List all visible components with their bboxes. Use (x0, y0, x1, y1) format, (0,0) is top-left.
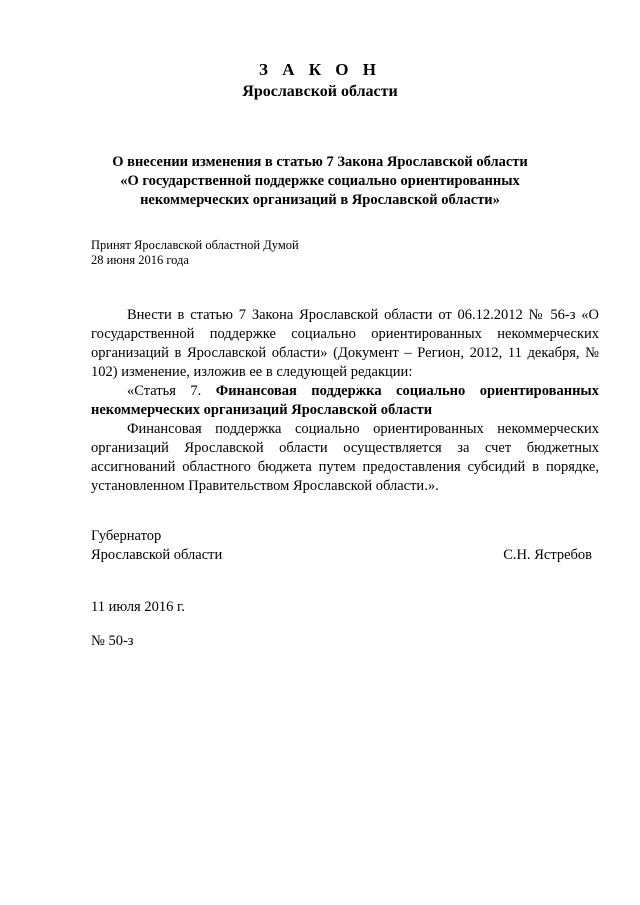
body-paragraph: Внести в статью 7 Закона Ярославской области от 06.12.2012 № 56-з «О государственной поддержке социально ориентированных некоммерческих организаций в Ярославской области» (Документ – Регион, 2012, 11 декабря, № 102) изменение, изложив ее в следующей редакции: (91, 307, 599, 380)
article-heading (91, 382, 599, 420)
signatory-name: С.Н. Ястребов (503, 547, 592, 563)
article-title: Финансовая поддержка социально ориентированных некоммерческих организаций Ярославской области (91, 383, 599, 418)
document-body (91, 306, 599, 496)
subject-line: некоммерческих организаций в Ярославской области» (140, 192, 500, 208)
subject-line: О внесении изменения в статью 7 Закона Ярославской области (112, 154, 528, 170)
adoption-note (91, 238, 299, 268)
article-prefix: «Статья 7. (127, 383, 216, 399)
body-paragraph: Финансовая поддержка социально ориентированных некоммерческих организаций Ярославской области осуществляется за счет бюджетных ассигнований областного бюджета путем предоставления субсидий в порядке, установленном Правительством Ярославской области.». (91, 421, 599, 494)
document-region: Ярославской области (242, 83, 398, 100)
signatory-title-line: Ярославской области (91, 547, 223, 563)
adoption-date: 28 июня 2016 года (91, 253, 189, 267)
adoption-body: Принят Ярославской областной Думой (91, 238, 299, 252)
signatory-title-line: Губернатор (91, 528, 162, 544)
subject-line: «О государственной поддержке социально ориентированных (120, 173, 520, 189)
document-type: З А К О Н (258, 60, 382, 79)
signing-date: 11 июля 2016 г. (91, 599, 185, 615)
document-subject (90, 153, 550, 210)
law-number: № 50-з (91, 633, 134, 649)
signatory-title (91, 527, 222, 565)
